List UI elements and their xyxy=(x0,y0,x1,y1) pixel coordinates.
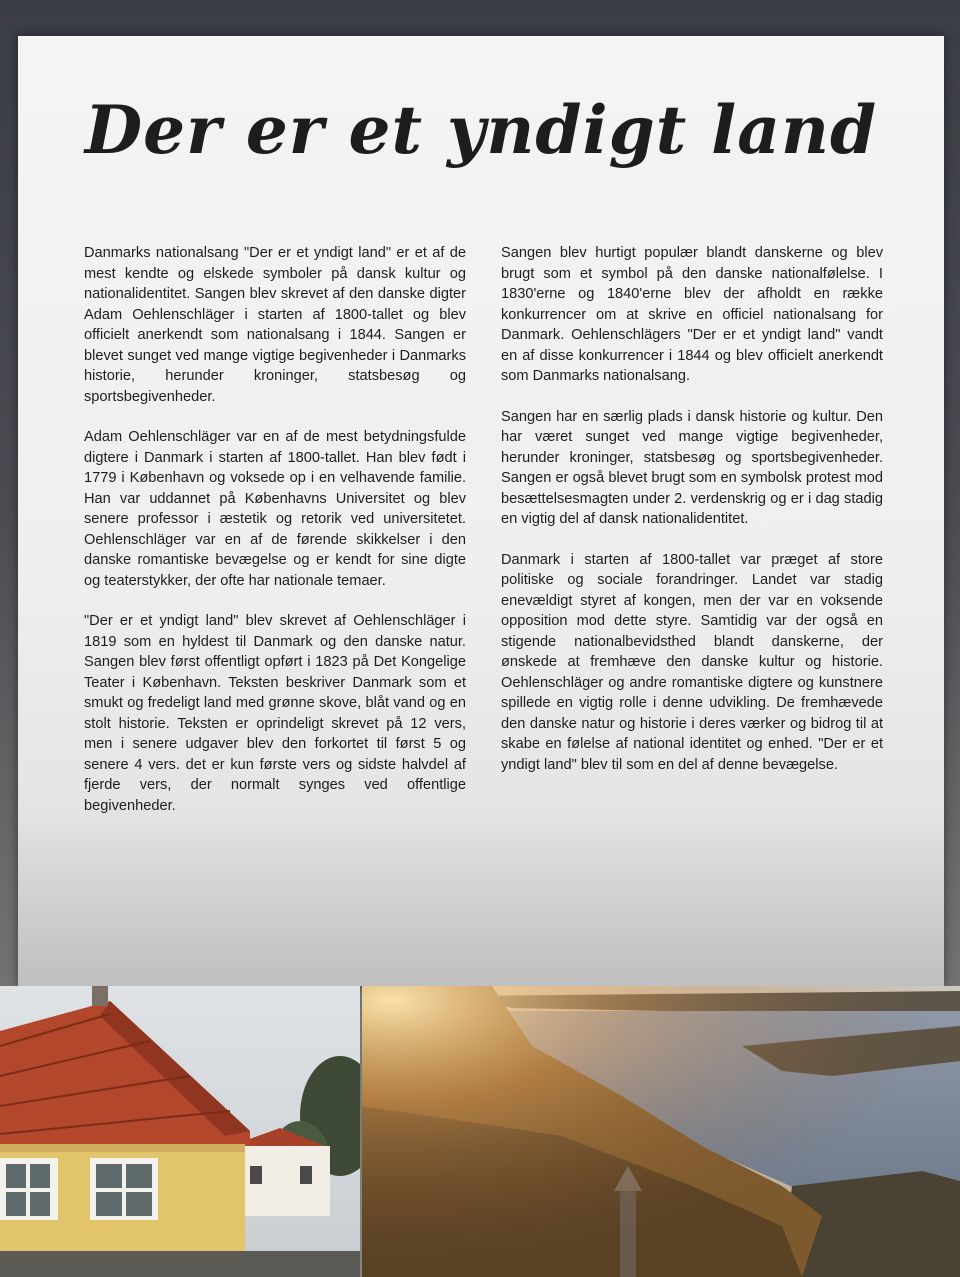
photo-strip xyxy=(0,986,960,1277)
house-photo-icon xyxy=(0,986,360,1277)
paragraph: Danmarks nationalsang "Der er et yndigt land" er et af de mest kendte og elskede symboler på dansk kultur og nationalidentitet. Sangen blev skrevet af den danske digter Adam Oehlenschläger i starten af 1800-tallet og blev officielt anerkendt som nationalsang i 1844. Sangen er blevet sunget ved mange vigtige begivenheder i Danmarks historie, herunder kroninger, statsbesøg og sportsbegivenheder. xyxy=(84,245,466,405)
paragraph: Sangen har en særlig plads i dansk historie og kultur. Den har været sunget ved mange vigtige begivenheder, herunder kroninger, statsbesøg og sportsbegivenheder. Sangen er også blevet brugt som en symbolsk protest mod besættelsesmagten under 2. verdenskrig og er i dag stadig en vigtig del af dansk nationalidentitet. xyxy=(501,408,883,527)
paragraph: Sangen blev hurtigt populær blandt danskerne og blev brugt som et symbol på den danske nationalfølelse. I 1830'erne og 1840'erne blev der afholdt en række konkurrencer om at skrive en officiel nationalsang for Danmark. Oehlenschlägers "Der er et yndigt land" vandt en af disse konkurrencer i 1844 og blev officielt anerkendt som Danmarks nationalsang. xyxy=(501,245,883,384)
paragraph: Adam Oehlenschläger var en af de mest betydningsfulde digtere i Danmark i starten af 1800-tallet. Han blev født i 1779 i København og voksede op i en velhavende familie. Han var uddannet på Københavns Universitet og blev senere professor i æstetik og retorik ved universitetet. Oehlenschläger var en af de førende skikkelser i den danske romantiske bevægelse og er kendt for sine digte og teaterstykker, der ofte har nationale temaer. xyxy=(84,429,466,589)
left-column xyxy=(84,243,466,836)
paragraph: "Der er et yndigt land" blev skrevet af Oehlenschläger i 1819 som en hyldest til Danmark og den danske natur. Sangen blev først offentligt opført i 1823 på Det Kongelige Teater i København. Teksten beskriver Danmark som et smukt og fredeligt land med grønne skove, blåt vand og en stolt historie. Teksten er oprindeligt skrevet på 12 vers, men i senere udgaver blev den forkortet til først 5 og senere 4 vers. det er kun første vers og sidste halvdel af fjerde vers, der normalt synges ved offentlige begivenheder. xyxy=(84,613,466,814)
house-photo xyxy=(0,986,360,1277)
landscape-photo xyxy=(362,986,960,1277)
paragraph: Danmark i starten af 1800-tallet var præget af store politiske og sociale forandringer. Landet var stadig enevældigt styret af kongen, men der var en voksende opposition mod dette styre. Samtidig var der også en stigende nationalbevidsthed blandt danskerne, der ønskede at fremhæve den danske kultur og historie. Oehlenschläger og andre romantiske digtere og kunstnere spillede en vigtig rolle i denne udvikling. De fremhævede den danske natur og historie i deres værker og bidrog til at skabe en følelse af national identitet og enhed. "Der er et yndigt land" blev til som en del af denne bevægelse. xyxy=(501,551,883,773)
text-panel xyxy=(18,36,944,986)
right-column xyxy=(501,243,883,795)
page-title: Der er et yndigt land xyxy=(84,91,878,169)
landscape-photo-icon xyxy=(362,986,960,1277)
